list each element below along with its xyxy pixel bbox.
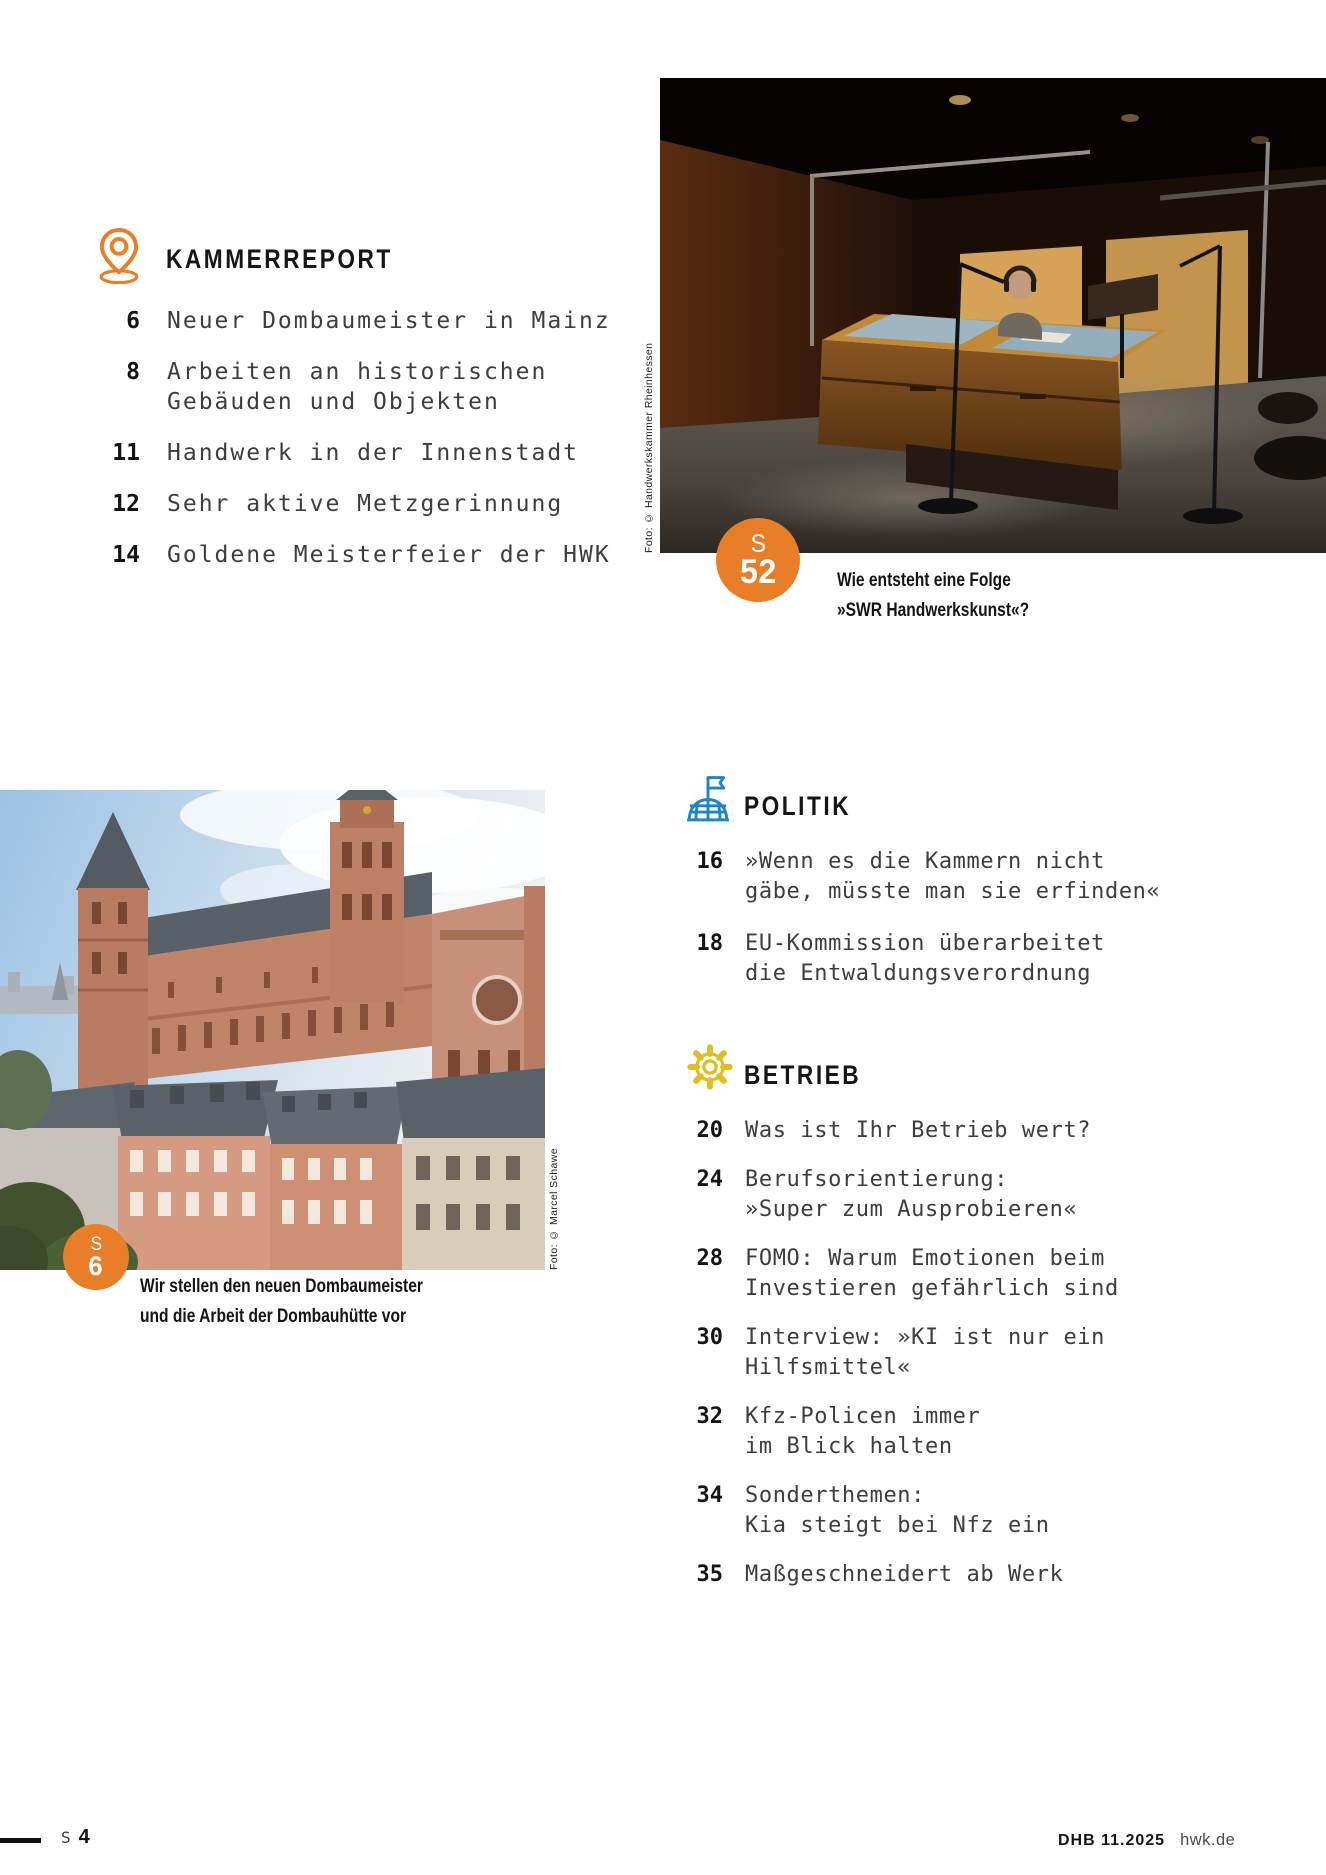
toc-item <box>678 929 1326 989</box>
parliament-dome-icon <box>684 772 732 826</box>
toc-item <box>678 847 1326 907</box>
toc-item-title <box>745 1165 1077 1225</box>
studio-photo <box>660 78 1326 553</box>
toc-item-title <box>745 1560 1063 1590</box>
toc-item-line: »Wenn es die Kammern nicht <box>745 849 1105 874</box>
footer-issue-info <box>1058 1831 1235 1850</box>
footer-page-prefix: S <box>61 1828 71 1847</box>
location-pin-icon <box>92 226 146 284</box>
cathedral-photo-art <box>0 790 545 1270</box>
toc-item <box>678 1560 1326 1590</box>
toc-item-line: Kfz-Policen immer <box>745 1404 981 1429</box>
toc-list-politik <box>678 847 1326 1011</box>
toc-item-title <box>167 540 611 570</box>
footer-page-number: 4 <box>78 1826 90 1848</box>
toc-item-title <box>167 306 611 336</box>
toc-item-page-number: 30 <box>696 1325 723 1350</box>
toc-item-line: Investieren gefährlich sind <box>745 1276 1119 1301</box>
toc-item-line: Goldene Meisterfeier der HWK <box>167 542 611 568</box>
toc-item-line: Arbeiten an historischen <box>167 359 548 385</box>
toc-item-line: Berufsorientierung: <box>745 1167 1009 1192</box>
photo-credit-cathedral: Foto: © Marcel Schawe <box>548 1148 560 1270</box>
photo-credit-studio: Foto: © Handwerkskammer Rheinhessen <box>643 342 655 553</box>
section-title-kammerreport: KAMMERREPORT <box>166 244 393 274</box>
footer-tick-rule <box>0 1838 41 1843</box>
toc-list-kammerreport <box>95 306 655 591</box>
toc-list-betrieb <box>678 1116 1326 1609</box>
cathedral-caption-line2: und die Arbeit der Dombauhütte vor <box>140 1306 407 1327</box>
toc-item-title <box>745 929 1105 989</box>
badge-page-number: 52 <box>739 553 777 591</box>
toc-item-title <box>745 1323 1105 1383</box>
toc-item-line: Handwerk in der Innenstadt <box>167 440 580 466</box>
toc-item-page-number: 11 <box>112 440 140 466</box>
toc-item-page-number: 6 <box>126 308 140 334</box>
toc-item <box>95 438 655 468</box>
toc-item <box>678 1481 1326 1541</box>
toc-item-line: Interview: »KI ist nur ein <box>745 1325 1105 1350</box>
toc-item-line: gäbe, müsste man sie erfinden« <box>745 879 1161 904</box>
badge-page-prefix: S <box>90 1233 102 1255</box>
toc-item-line: Maßgeschneidert ab Werk <box>745 1562 1064 1587</box>
toc-item-line: Sonderthemen: <box>745 1483 925 1508</box>
footer-issue-label: DHB 11.2025 <box>1058 1832 1166 1849</box>
toc-item <box>678 1244 1326 1304</box>
toc-item-page-number: 12 <box>112 491 140 517</box>
toc-item-line: Gebäuden und Objekten <box>167 389 500 415</box>
studio-caption-line2: »SWR Handwerkskunst«? <box>837 600 1030 621</box>
toc-item-page-number: 34 <box>696 1483 723 1508</box>
toc-item <box>678 1116 1326 1146</box>
toc-item-line: Hilfsmittel« <box>745 1355 912 1380</box>
footer-website-label: hwk.de <box>1180 1831 1236 1849</box>
studio-photo-art <box>660 78 1326 553</box>
toc-item-line: die Entwaldungsverordnung <box>745 961 1092 986</box>
toc-item <box>95 306 655 336</box>
page-badge-6 <box>63 1224 129 1290</box>
cathedral-photo <box>0 790 545 1270</box>
toc-item-line: Kia steigt bei Nfz ein <box>745 1513 1050 1538</box>
toc-item-page-number: 14 <box>112 542 140 568</box>
toc-item-title <box>167 489 563 519</box>
cathedral-caption-line1: Wir stellen den neuen Dombaumeister <box>140 1276 423 1297</box>
section-title-betrieb: BETRIEB <box>744 1060 862 1090</box>
toc-item <box>95 540 655 570</box>
toc-item-title <box>167 438 579 468</box>
toc-item-title <box>745 1402 980 1462</box>
toc-item <box>678 1165 1326 1225</box>
toc-item-line: »Super zum Ausprobieren« <box>745 1197 1078 1222</box>
toc-item-title <box>745 847 1160 907</box>
studio-caption <box>837 566 1029 626</box>
toc-item-line: EU-Kommission überarbeitet <box>745 931 1105 956</box>
toc-item-page-number: 18 <box>696 931 723 956</box>
toc-item-line: im Blick halten <box>745 1434 953 1459</box>
toc-item-line: Neuer Dombaumeister in Mainz <box>167 308 611 334</box>
toc-item-line: Sehr aktive Metzgerinnung <box>167 491 564 517</box>
toc-item-page-number: 32 <box>696 1404 723 1429</box>
footer-page-indicator <box>61 1826 90 1849</box>
toc-item-line: FOMO: Warum Emotionen beim <box>745 1246 1105 1271</box>
toc-item-title <box>745 1116 1091 1146</box>
toc-item-page-number: 8 <box>126 359 140 385</box>
badge-page-number: 6 <box>88 1250 104 1281</box>
section-title-politik: POLITIK <box>744 791 852 821</box>
toc-item-page-number: 16 <box>696 849 723 874</box>
toc-item-page-number: 35 <box>696 1562 723 1587</box>
toc-item <box>95 357 655 417</box>
toc-item <box>95 489 655 519</box>
toc-item-title <box>167 357 547 417</box>
toc-item-page-number: 24 <box>696 1167 723 1192</box>
toc-item <box>678 1402 1326 1462</box>
badge-page-prefix: S <box>750 530 766 558</box>
toc-item-line: Was ist Ihr Betrieb wert? <box>745 1118 1092 1143</box>
toc-item-page-number: 28 <box>696 1246 723 1271</box>
page-badge-52 <box>716 518 800 602</box>
toc-item-title <box>745 1481 1050 1541</box>
studio-caption-line1: Wie entsteht eine Folge <box>837 570 1011 591</box>
toc-item-page-number: 20 <box>696 1118 723 1143</box>
cathedral-caption <box>140 1272 423 1332</box>
gear-icon <box>686 1042 734 1092</box>
toc-item <box>678 1323 1326 1383</box>
toc-item-title <box>745 1244 1119 1304</box>
